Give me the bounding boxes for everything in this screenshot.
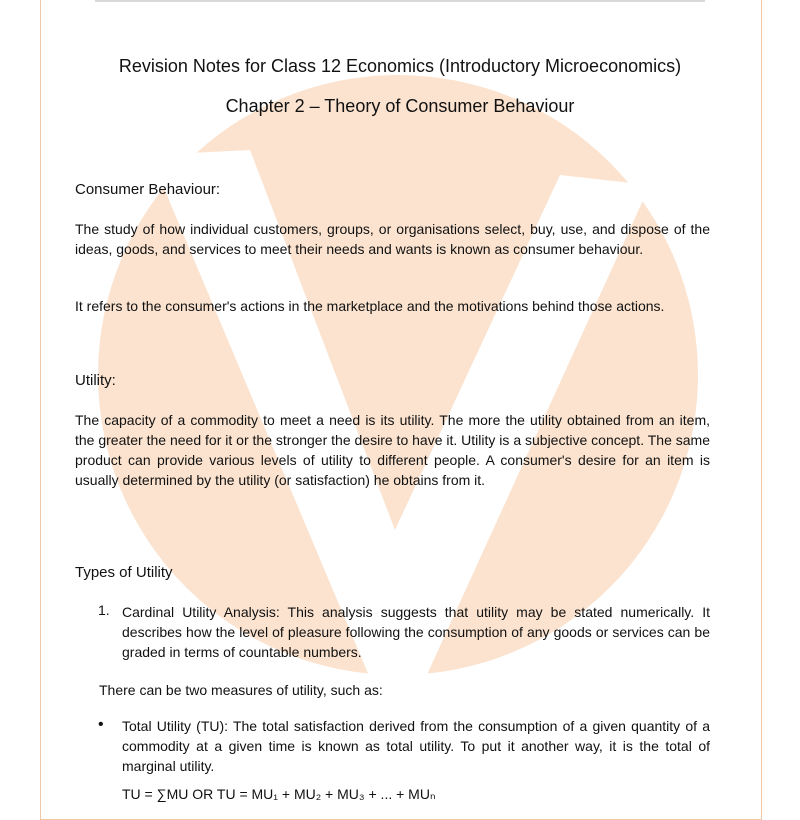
section-heading-consumer-behaviour: Consumer Behaviour:	[75, 181, 221, 198]
list-number: 1.	[98, 602, 110, 618]
document-title: Revision Notes for Class 12 Economics (Introductory Microeconomics)	[118, 56, 682, 76]
section-heading-utility: Utility:	[75, 372, 116, 389]
paragraph-consumer-behaviour-definition: The study of how individual customers, groups, or organisations select, buy, use, and dispose of the ideas, goods, and services to meet their needs and wants is known as consumer behaviour.	[75, 221, 710, 257]
list-item-total-utility: Total Utility (TU): The total satisfaction derived from the consumption of a given quantity of a commodity at a given time is known as total utility. To put it another way, it is the total of marginal utility.	[122, 718, 710, 774]
paragraph-consumer-behaviour-actions: It refers to the consumer's actions in the marketplace and the motivations behind those actions.	[75, 298, 665, 314]
paragraph-measures-intro: There can be two measures of utility, such as:	[99, 682, 383, 698]
bullet-point: •	[98, 716, 104, 733]
chapter-title: Chapter 2 – Theory of Consumer Behaviour	[225, 96, 575, 116]
section-heading-types-of-utility: Types of Utility	[75, 564, 173, 581]
total-utility-formula: TU = ∑MU OR TU = MU₁ + MU₂ + MU₃ + ... + MUₙ	[122, 786, 436, 802]
list-item-cardinal-utility: Cardinal Utility Analysis: This analysis suggests that utility may be stated numerically. It describes how the level of pleasure following the consumption of any goods or services can be graded in terms of countable numbers.	[122, 604, 710, 660]
paragraph-utility-definition: The capacity of a commodity to meet a need is its utility. The more the utility obtained from an item, the greater the need for it or the stronger the desire to have it. Utility is a subjective concept. The same product can provide various levels of utility to different people. A consumer's desire for an item is usually determined by the utility (or satisfaction) he obtains from it.	[75, 412, 710, 488]
